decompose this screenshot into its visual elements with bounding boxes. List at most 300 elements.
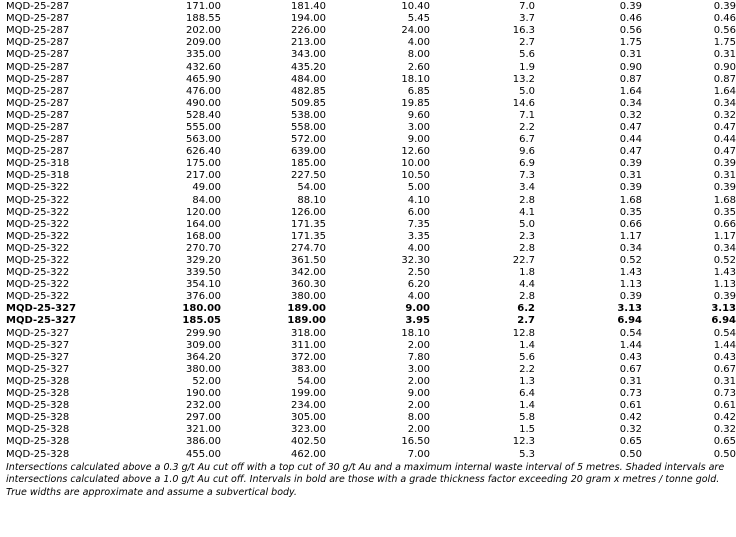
table-row [6, 170, 736, 182]
grade-cut-cell: 0.61 [713, 400, 736, 412]
true-width-cell: 2.8 [519, 194, 535, 206]
grade-cut-cell: 0.87 [713, 73, 736, 85]
from-cell: 188.55 [186, 13, 221, 25]
length-cell: 8.00 [407, 49, 430, 61]
length-cell: 7.00 [407, 448, 430, 460]
table-row [6, 388, 736, 400]
to-cell: 181.40 [291, 1, 326, 13]
table-row [6, 231, 736, 243]
grade-cell: 0.32 [619, 424, 642, 436]
grade-cut-cell: 0.44 [713, 134, 736, 146]
grade-cut-cell: 0.56 [713, 25, 736, 37]
to-cell: 360.30 [291, 279, 326, 291]
table-row [6, 134, 736, 146]
to-cell: 558.00 [291, 121, 326, 133]
grade-cut-cell: 0.50 [713, 448, 736, 460]
true-width-cell: 16.3 [512, 25, 535, 37]
to-cell: 318.00 [291, 327, 326, 339]
grade-cell: 0.61 [619, 400, 642, 412]
grade-cell: 1.64 [619, 85, 642, 97]
table-row [6, 110, 736, 122]
from-cell: 626.40 [186, 146, 221, 158]
length-cell: 7.35 [407, 218, 430, 230]
from-cell: 364.20 [186, 351, 221, 363]
table-row [6, 436, 736, 448]
table-row [6, 158, 736, 170]
grade-cut-cell: 0.47 [713, 121, 736, 133]
to-cell: 383.00 [291, 363, 326, 375]
grade-cell: 1.17 [619, 230, 642, 242]
grade-cut-cell: 0.31 [713, 170, 736, 182]
from-cell: 476.00 [186, 85, 221, 97]
table-row [6, 279, 736, 291]
grade-cut-cell: 0.32 [713, 109, 736, 121]
to-cell: 234.00 [291, 400, 326, 412]
grade-cut-cell: 0.34 [713, 97, 736, 109]
hole-id-cell: MQD-25-322 [6, 267, 70, 279]
hole-id-cell: MQD-25-322 [6, 242, 70, 254]
length-cell: 32.30 [401, 255, 430, 267]
length-cell: 3.00 [407, 363, 430, 375]
to-cell: 227.50 [291, 170, 326, 182]
to-cell: 185.00 [291, 158, 326, 170]
grade-cell: 0.32 [619, 109, 642, 121]
from-cell: 49.00 [192, 182, 221, 194]
from-cell: 490.00 [186, 97, 221, 109]
length-cell: 3.00 [407, 121, 430, 133]
table-row [6, 243, 736, 255]
grade-cell: 0.39 [619, 182, 642, 194]
to-cell: 639.00 [291, 146, 326, 158]
hole-id-cell: MQD-25-322 [6, 279, 70, 291]
table-row [6, 352, 736, 364]
hole-id-cell: MQD-25-322 [6, 291, 70, 303]
grade-cut-cell: 0.90 [713, 61, 736, 73]
from-cell: 52.00 [192, 375, 221, 387]
hole-id-cell: MQD-25-287 [6, 61, 70, 73]
length-cell: 9.00 [405, 303, 430, 315]
hole-id-cell: MQD-25-287 [6, 37, 70, 49]
hole-id-cell: MQD-25-328 [6, 448, 70, 460]
length-cell: 10.00 [401, 158, 430, 170]
length-cell: 2.00 [407, 339, 430, 351]
length-cell: 24.00 [401, 25, 430, 37]
true-width-cell: 5.3 [519, 448, 535, 460]
grade-cell: 1.75 [619, 37, 642, 49]
table-row [6, 1, 736, 13]
true-width-cell: 5.0 [519, 218, 535, 230]
to-cell: 171.35 [291, 230, 326, 242]
true-width-cell: 1.8 [519, 267, 535, 279]
grade-cell: 0.56 [619, 25, 642, 37]
grade-cut-cell: 1.44 [713, 339, 736, 351]
true-width-cell: 5.6 [519, 351, 535, 363]
to-cell: 482.85 [291, 85, 326, 97]
true-width-cell: 1.5 [519, 424, 535, 436]
grade-cell: 0.52 [619, 255, 642, 267]
hole-id-cell: MQD-25-322 [6, 194, 70, 206]
grade-cut-cell: 6.94 [711, 315, 736, 327]
true-width-cell: 12.8 [512, 327, 535, 339]
grade-cut-cell: 1.17 [713, 230, 736, 242]
to-cell: 323.00 [291, 424, 326, 436]
hole-id-cell: MQD-25-327 [6, 303, 77, 315]
hole-id-cell: MQD-25-287 [6, 109, 70, 121]
to-cell: 305.00 [291, 412, 326, 424]
hole-id-cell: MQD-25-322 [6, 255, 70, 267]
grade-cell: 0.34 [619, 242, 642, 254]
from-cell: 528.40 [186, 109, 221, 121]
to-cell: 54.00 [297, 375, 326, 387]
table-row [6, 424, 736, 436]
to-cell: 342.00 [291, 267, 326, 279]
grade-cut-cell: 1.13 [713, 279, 736, 291]
table-row [6, 328, 736, 340]
grade-cell: 0.39 [619, 291, 642, 303]
table-row [6, 400, 736, 412]
hole-id-cell: MQD-25-327 [6, 363, 70, 375]
grade-cut-cell: 0.39 [713, 158, 736, 170]
table-row [6, 122, 736, 134]
table-row [6, 49, 736, 61]
from-cell: 190.00 [186, 388, 221, 400]
from-cell: 297.00 [186, 412, 221, 424]
true-width-cell: 6.9 [519, 158, 535, 170]
table-row [6, 255, 736, 267]
length-cell: 8.00 [407, 412, 430, 424]
length-cell: 3.95 [405, 315, 430, 327]
grade-cell: 0.65 [619, 436, 642, 448]
from-cell: 185.05 [182, 315, 221, 327]
hole-id-cell: MQD-25-322 [6, 218, 70, 230]
grade-cut-cell: 0.67 [713, 363, 736, 375]
table-row [6, 182, 736, 194]
hole-id-cell: MQD-25-322 [6, 182, 70, 194]
length-cell: 2.50 [407, 267, 430, 279]
grade-cell: 0.42 [619, 412, 642, 424]
to-cell: 213.00 [291, 37, 326, 49]
grade-cell: 0.31 [619, 375, 642, 387]
hole-id-cell: MQD-25-287 [6, 146, 70, 158]
table-row [6, 37, 736, 49]
from-cell: 171.00 [186, 1, 221, 13]
hole-id-cell: MQD-25-328 [6, 424, 70, 436]
hole-id-cell: MQD-25-328 [6, 400, 70, 412]
grade-cut-cell: 0.31 [713, 375, 736, 387]
table-row [6, 291, 736, 303]
from-cell: 335.00 [186, 49, 221, 61]
hole-id-cell: MQD-25-287 [6, 85, 70, 97]
grade-cell: 0.73 [619, 388, 642, 400]
from-cell: 299.90 [186, 327, 221, 339]
grade-cell: 6.94 [617, 315, 642, 327]
grade-cut-cell: 0.66 [713, 218, 736, 230]
grade-cut-cell: 0.34 [713, 242, 736, 254]
hole-id-cell: MQD-25-287 [6, 49, 70, 61]
grade-cut-cell: 3.13 [711, 303, 736, 315]
to-cell: 189.00 [287, 303, 326, 315]
grade-cut-cell: 0.46 [713, 13, 736, 25]
true-width-cell: 6.7 [519, 134, 535, 146]
table-row [6, 25, 736, 37]
from-cell: 202.00 [186, 25, 221, 37]
from-cell: 321.00 [186, 424, 221, 436]
hole-id-cell: MQD-25-287 [6, 1, 70, 13]
table-row [6, 412, 736, 424]
grade-cut-cell: 0.65 [713, 436, 736, 448]
length-cell: 18.10 [401, 73, 430, 85]
table-row [6, 98, 736, 110]
table-row [6, 364, 736, 376]
true-width-cell: 2.7 [519, 37, 535, 49]
true-width-cell: 6.4 [519, 388, 535, 400]
true-width-cell: 2.2 [519, 363, 535, 375]
to-cell: 88.10 [297, 194, 326, 206]
hole-id-cell: MQD-25-327 [6, 327, 70, 339]
true-width-cell: 6.2 [517, 303, 535, 315]
from-cell: 120.00 [186, 206, 221, 218]
table-row [6, 267, 736, 279]
hole-id-cell: MQD-25-287 [6, 134, 70, 146]
length-cell: 2.00 [407, 424, 430, 436]
grade-cut-cell: 0.35 [713, 206, 736, 218]
to-cell: 274.70 [291, 242, 326, 254]
hole-id-cell: MQD-25-327 [6, 339, 70, 351]
grade-cell: 0.44 [619, 134, 642, 146]
grade-cell: 3.13 [617, 303, 642, 315]
length-cell: 4.00 [407, 242, 430, 254]
to-cell: 199.00 [291, 388, 326, 400]
hole-id-cell: MQD-25-328 [6, 375, 70, 387]
from-cell: 339.50 [186, 267, 221, 279]
from-cell: 270.70 [186, 242, 221, 254]
true-width-cell: 1.9 [519, 61, 535, 73]
grade-cell: 0.67 [619, 363, 642, 375]
to-cell: 226.00 [291, 25, 326, 37]
grade-cell: 0.39 [619, 158, 642, 170]
from-cell: 309.00 [186, 339, 221, 351]
from-cell: 455.00 [186, 448, 221, 460]
table-row [6, 315, 736, 327]
grade-cut-cell: 0.47 [713, 146, 736, 158]
from-cell: 432.60 [186, 61, 221, 73]
grade-cell: 0.87 [619, 73, 642, 85]
length-cell: 9.00 [407, 134, 430, 146]
length-cell: 5.00 [407, 182, 430, 194]
from-cell: 180.00 [182, 303, 221, 315]
grade-cut-cell: 1.64 [713, 85, 736, 97]
hole-id-cell: MQD-25-287 [6, 121, 70, 133]
grade-cell: 0.31 [619, 170, 642, 182]
grade-cut-cell: 0.39 [713, 291, 736, 303]
length-cell: 7.80 [407, 351, 430, 363]
hole-id-cell: MQD-25-328 [6, 436, 70, 448]
grade-cut-cell: 0.52 [713, 255, 736, 267]
length-cell: 16.50 [401, 436, 430, 448]
length-cell: 2.60 [407, 61, 430, 73]
table-row [6, 376, 736, 388]
hole-id-cell: MQD-25-327 [6, 315, 77, 327]
from-cell: 563.00 [186, 134, 221, 146]
length-cell: 4.00 [407, 37, 430, 49]
to-cell: 509.85 [291, 97, 326, 109]
from-cell: 217.00 [186, 170, 221, 182]
table-row [6, 303, 736, 315]
grade-cut-cell: 0.42 [713, 412, 736, 424]
grade-cell: 0.47 [619, 146, 642, 158]
grade-cell: 1.13 [619, 279, 642, 291]
from-cell: 209.00 [186, 37, 221, 49]
grade-cell: 0.54 [619, 327, 642, 339]
from-cell: 376.00 [186, 291, 221, 303]
true-width-cell: 5.8 [519, 412, 535, 424]
grade-cell: 0.39 [619, 1, 642, 13]
hole-id-cell: MQD-25-322 [6, 206, 70, 218]
table-row [6, 219, 736, 231]
length-cell: 5.45 [407, 13, 430, 25]
to-cell: 189.00 [287, 315, 326, 327]
from-cell: 465.90 [186, 73, 221, 85]
grade-cell: 0.50 [619, 448, 642, 460]
true-width-cell: 9.6 [519, 146, 535, 158]
to-cell: 435.20 [291, 61, 326, 73]
grade-cut-cell: 1.43 [713, 267, 736, 279]
to-cell: 343.00 [291, 49, 326, 61]
table-row [6, 195, 736, 207]
length-cell: 9.60 [407, 109, 430, 121]
drill-results-table [6, 1, 736, 461]
length-cell: 10.50 [401, 170, 430, 182]
table-row [6, 207, 736, 219]
true-width-cell: 12.3 [512, 436, 535, 448]
hole-id-cell: MQD-25-287 [6, 25, 70, 37]
grade-cut-cell: 0.39 [713, 1, 736, 13]
true-width-cell: 2.8 [519, 242, 535, 254]
grade-cut-cell: 0.39 [713, 182, 736, 194]
hole-id-cell: MQD-25-328 [6, 388, 70, 400]
grade-cell: 0.35 [619, 206, 642, 218]
length-cell: 4.10 [407, 194, 430, 206]
table-row [6, 448, 736, 460]
table-row [6, 146, 736, 158]
true-width-cell: 4.4 [519, 279, 535, 291]
length-cell: 9.00 [407, 388, 430, 400]
true-width-cell: 2.8 [519, 291, 535, 303]
grade-cell: 1.43 [619, 267, 642, 279]
to-cell: 54.00 [297, 182, 326, 194]
grade-cell: 1.44 [619, 339, 642, 351]
hole-id-cell: MQD-25-287 [6, 97, 70, 109]
length-cell: 6.85 [407, 85, 430, 97]
table-row [6, 13, 736, 25]
length-cell: 6.20 [407, 279, 430, 291]
grade-cell: 0.31 [619, 49, 642, 61]
to-cell: 380.00 [291, 291, 326, 303]
table-row [6, 340, 736, 352]
to-cell: 402.50 [291, 436, 326, 448]
hole-id-cell: MQD-25-322 [6, 230, 70, 242]
grade-cell: 0.34 [619, 97, 642, 109]
from-cell: 380.00 [186, 363, 221, 375]
grade-cut-cell: 0.32 [713, 424, 736, 436]
to-cell: 311.00 [291, 339, 326, 351]
hole-id-cell: MQD-25-287 [6, 13, 70, 25]
length-cell: 2.00 [407, 375, 430, 387]
to-cell: 194.00 [291, 13, 326, 25]
to-cell: 462.00 [291, 448, 326, 460]
from-cell: 354.10 [186, 279, 221, 291]
true-width-cell: 1.3 [519, 375, 535, 387]
to-cell: 484.00 [291, 73, 326, 85]
from-cell: 329.20 [186, 255, 221, 267]
grade-cut-cell: 0.54 [713, 327, 736, 339]
grade-cut-cell: 1.75 [713, 37, 736, 49]
length-cell: 10.40 [401, 1, 430, 13]
true-width-cell: 4.1 [519, 206, 535, 218]
from-cell: 555.00 [186, 121, 221, 133]
from-cell: 164.00 [186, 218, 221, 230]
from-cell: 386.00 [186, 436, 221, 448]
hole-id-cell: MQD-25-328 [6, 412, 70, 424]
grade-cut-cell: 0.31 [713, 49, 736, 61]
true-width-cell: 1.4 [519, 400, 535, 412]
length-cell: 19.85 [401, 97, 430, 109]
to-cell: 372.00 [291, 351, 326, 363]
grade-cell: 0.90 [619, 61, 642, 73]
hole-id-cell: MQD-25-318 [6, 158, 70, 170]
from-cell: 175.00 [186, 158, 221, 170]
from-cell: 84.00 [192, 194, 221, 206]
table-footnote: Intersections calculated above a 0.3 g/t Au cut off with a top cut of 30 g/t Au and a maximum internal waste interval of 5 metres. Shaded intervals are intersections calculated above a 1.0 g/t Au cut off. Intervals in bold are those with a grade thickness factor exceeding 20 gram x metres / tonne gold. True widths are approximate and assume a subvertical body. [6, 462, 725, 498]
grade-cut-cell: 0.43 [713, 351, 736, 363]
length-cell: 4.00 [407, 291, 430, 303]
grade-cell: 0.66 [619, 218, 642, 230]
true-width-cell: 2.7 [517, 315, 535, 327]
from-cell: 168.00 [186, 230, 221, 242]
hole-id-cell: MQD-25-327 [6, 351, 70, 363]
true-width-cell: 2.2 [519, 121, 535, 133]
true-width-cell: 7.0 [519, 1, 535, 13]
grade-cut-cell: 0.73 [713, 388, 736, 400]
true-width-cell: 7.3 [519, 170, 535, 182]
length-cell: 6.00 [407, 206, 430, 218]
true-width-cell: 1.4 [519, 339, 535, 351]
true-width-cell: 3.4 [519, 182, 535, 194]
true-width-cell: 14.6 [512, 97, 535, 109]
to-cell: 171.35 [291, 218, 326, 230]
true-width-cell: 22.7 [512, 255, 535, 267]
table-row [6, 61, 736, 73]
table-row [6, 86, 736, 98]
to-cell: 572.00 [291, 134, 326, 146]
grade-cell: 0.43 [619, 351, 642, 363]
length-cell: 3.35 [407, 230, 430, 242]
hole-id-cell: MQD-25-318 [6, 170, 70, 182]
hole-id-cell: MQD-25-287 [6, 73, 70, 85]
length-cell: 2.00 [407, 400, 430, 412]
from-cell: 232.00 [186, 400, 221, 412]
true-width-cell: 13.2 [512, 73, 535, 85]
true-width-cell: 2.3 [519, 230, 535, 242]
grade-cell: 1.68 [619, 194, 642, 206]
table-row [6, 74, 736, 86]
table-body [6, 1, 736, 461]
true-width-cell: 5.0 [519, 85, 535, 97]
length-cell: 18.10 [401, 327, 430, 339]
true-width-cell: 5.6 [519, 49, 535, 61]
grade-cell: 0.47 [619, 121, 642, 133]
to-cell: 538.00 [291, 109, 326, 121]
